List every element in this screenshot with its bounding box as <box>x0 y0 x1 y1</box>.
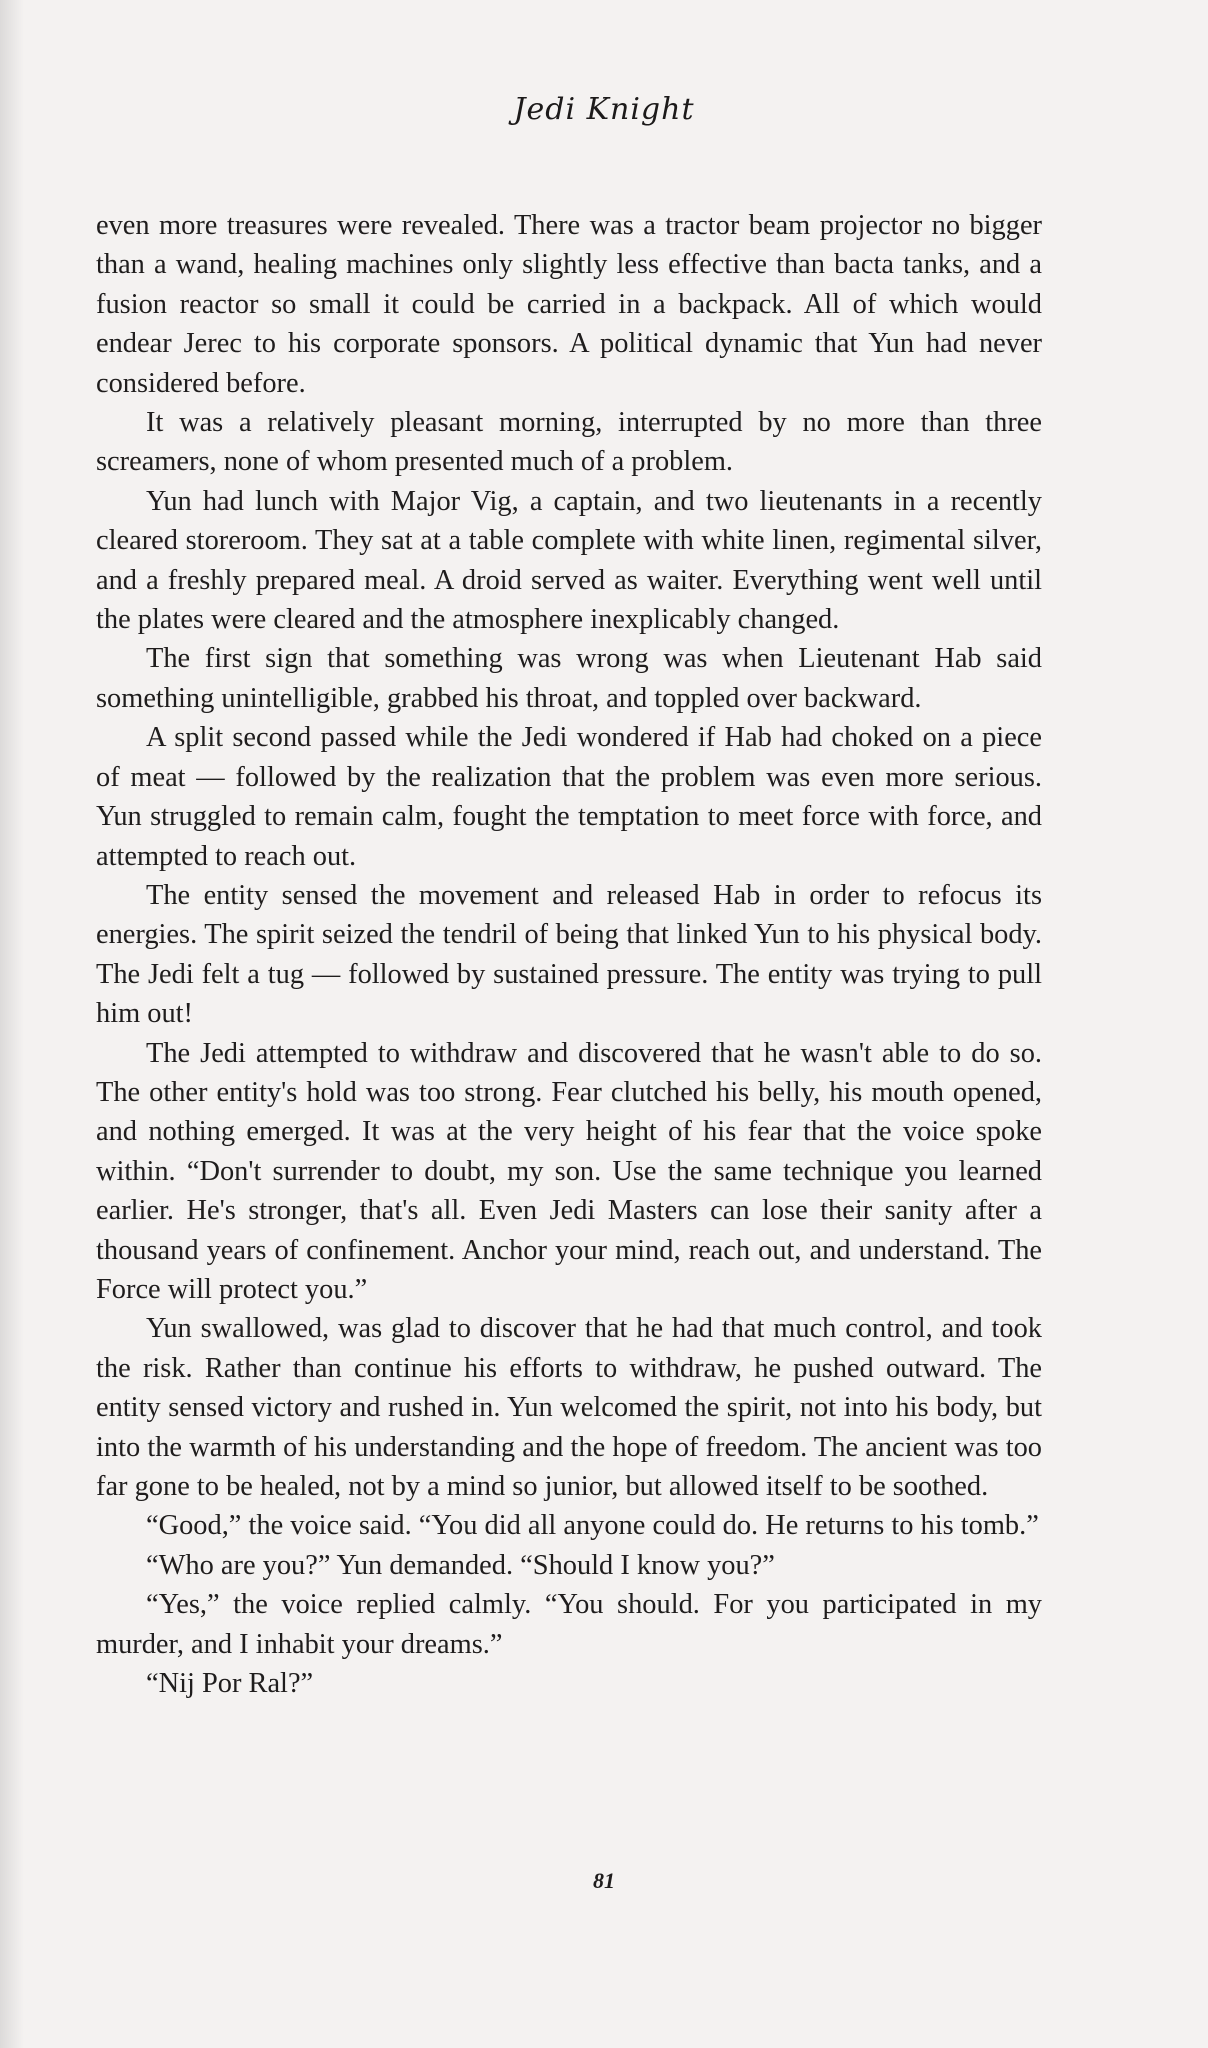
page-number: 81 <box>593 1868 615 1893</box>
running-head: Jedi Knight <box>513 92 695 127</box>
paragraph: “Who are you?” Yun demanded. “Should I know you?” <box>146 1549 775 1581</box>
paragraph: The first sign that something was wrong was when Lieutenant Hab said something unintelligible, grabbed his throat, and toppled over backward. <box>96 643 1042 714</box>
paragraph: “Good,” the voice said. “You did all anyone could do. He returns to his tomb.” <box>146 1510 1039 1542</box>
paragraph: Yun swallowed, was glad to discover that he had that much control, and took the risk. Rather than continue his efforts to withdraw, he pushed outward. The entity sensed victory and rushed in. Yun welcomed the spirit, not into his body, but into the warmth of his understanding and the hope of freedom. The ancient was too far gone to be healed, not by a mind so junior, but allowed itself to be soothed. <box>96 1313 1042 1502</box>
paragraph: A split second passed while the Jedi wondered if Hab had choked on a piece of meat — followed by the realization that the problem was even more serious. Yun struggled to remain calm, fought the temptation to meet force with force, and attempted to reach out. <box>96 722 1042 872</box>
paragraph: The Jedi attempted to withdraw and discovered that he wasn't able to do so. The other entity's hold was too strong. Fear clutched his belly, his mouth opened, and nothing emerged. It was at the very height of his fear that the voice spoke within. “Don't surrender to doubt, my son. Use the same technique you learned earlier. He's stronger, that's all. Even Jedi Masters can lose their sanity after a thousand years of confinement. Anchor your mind, reach out, and understand. The Force will protect you.” <box>96 1037 1042 1305</box>
paragraph: “Nij Por Ral?” <box>146 1668 314 1700</box>
paragraph: Yun had lunch with Major Vig, a captain, and two lieutenants in a recently cleared storeroom. They sat at a table complete with white linen, regimental silver, and a freshly prepared meal. A droid served as waiter. Everything went well until the plates were cleared and the atmosphere inexplicably changed. <box>96 485 1042 636</box>
paragraph: The entity sensed the movement and released Hab in order to refocus its energies. The spirit seized the tendril of being that linked Yun to his physical body. The Jedi felt a tug — followed by sustained pressure. The entity was trying to pull him out! <box>96 879 1042 1030</box>
paragraph: even more treasures were revealed. There was a tractor beam projector no bigger than a wand, healing machines only slightly less effective than bacta tanks, and a fusion reactor so small it could be carried in a backpack. All of which would endear Jerec to his corporate sponsors. A political dynamic that Yun had never considered before. <box>96 210 1042 399</box>
paragraph: It was a relatively pleasant morning, interrupted by no more than three screamers, none of whom presented much of a problem. <box>96 407 1042 478</box>
body-text <box>96 206 1042 1703</box>
paragraph: “Yes,” the voice replied calmly. “You should. For you participated in my murder, and I inhabit your dreams.” <box>96 1589 1042 1660</box>
